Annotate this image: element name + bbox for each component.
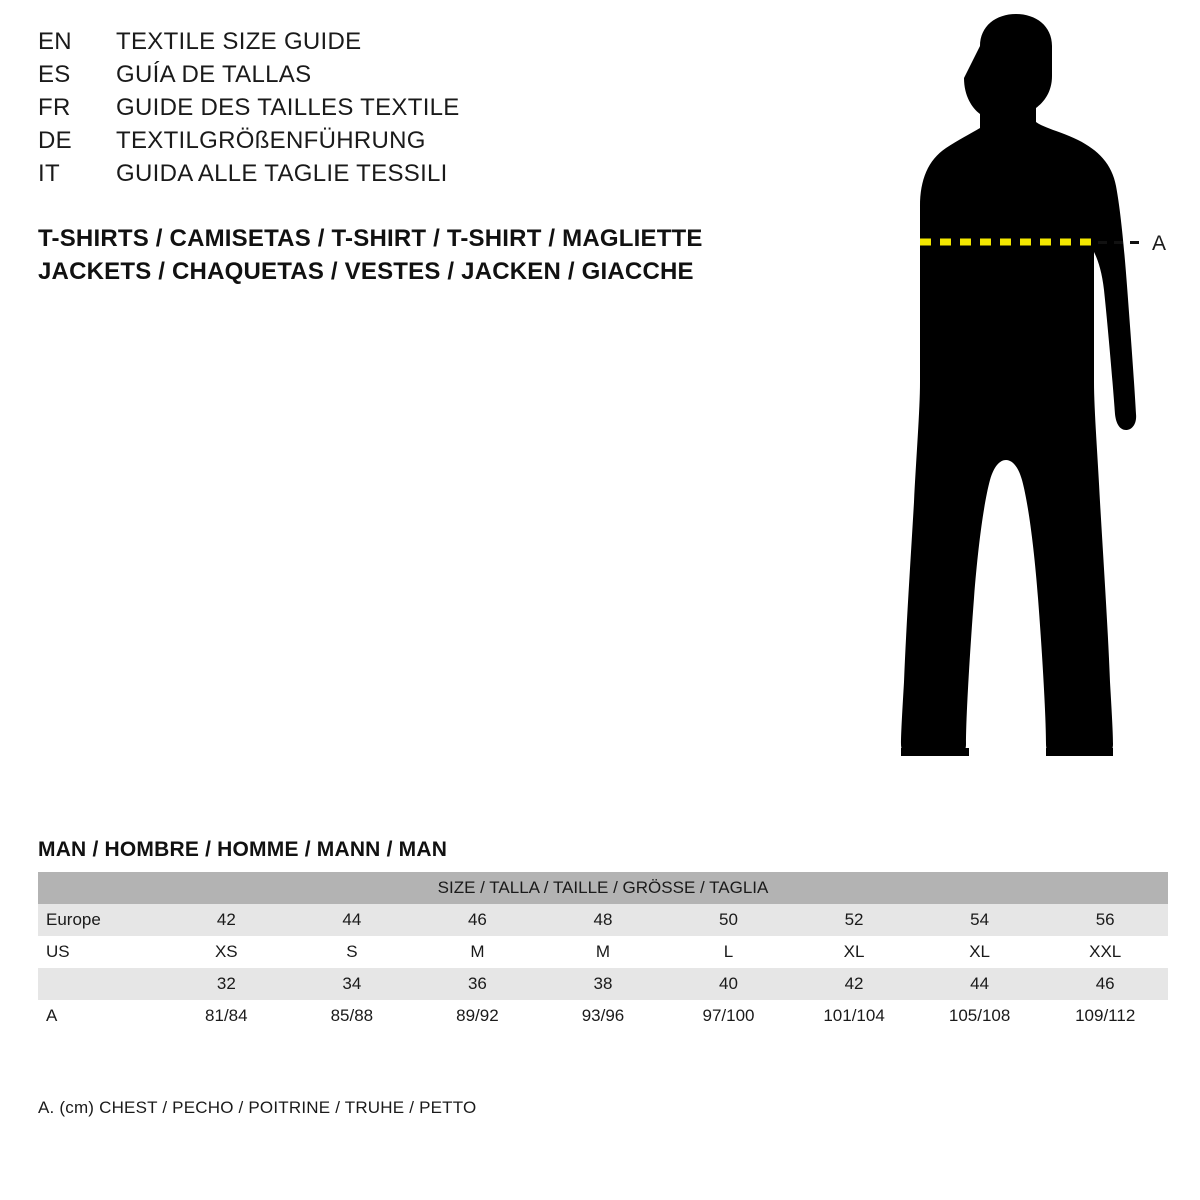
category-jackets: JACKETS / CHAQUETAS / VESTES / JACKEN / GIACCHE	[38, 258, 694, 285]
cell-us-7: XL	[917, 936, 1043, 968]
cell-num-6: 42	[791, 968, 917, 1000]
language-code-fr: FR	[38, 94, 71, 121]
size-table-section	[38, 838, 1168, 1032]
cell-num-3: 36	[415, 968, 541, 1000]
body-silhouette-icon	[830, 10, 1190, 800]
language-text-es: GUÍA DE TALLAS	[116, 61, 312, 88]
category-headings	[38, 222, 703, 288]
row-label-numeric	[38, 968, 164, 1000]
cell-a-4: 93/96	[540, 1000, 666, 1032]
cell-num-7: 44	[917, 968, 1043, 1000]
cell-a-7: 105/108	[917, 1000, 1043, 1032]
cell-us-4: M	[540, 936, 666, 968]
cell-europe-8: 56	[1042, 904, 1168, 936]
measure-leader-line	[1098, 241, 1144, 244]
cell-europe-6: 52	[791, 904, 917, 936]
cell-europe-4: 48	[540, 904, 666, 936]
cell-num-4: 38	[540, 968, 666, 1000]
language-list	[38, 28, 758, 193]
cell-a-6: 101/104	[791, 1000, 917, 1032]
language-code-it: IT	[38, 160, 60, 187]
language-code-es: ES	[38, 61, 71, 88]
cell-a-2: 85/88	[289, 1000, 415, 1032]
cell-europe-5: 50	[666, 904, 792, 936]
cell-a-8: 109/112	[1042, 1000, 1168, 1032]
language-text-fr: GUIDE DES TAILLES TEXTILE	[116, 94, 460, 121]
cell-europe-2: 44	[289, 904, 415, 936]
size-table	[38, 872, 1168, 1032]
language-code-en: EN	[38, 28, 72, 55]
body-figure	[830, 10, 1190, 800]
cell-us-6: XL	[791, 936, 917, 968]
table-header-label: SIZE / TALLA / TAILLE / GRÖSSE / TAGLIA	[38, 872, 1168, 904]
cell-num-2: 34	[289, 968, 415, 1000]
cell-us-1: XS	[164, 936, 290, 968]
language-row-fr	[38, 94, 758, 127]
table-row	[38, 904, 1168, 936]
language-text-it: GUIDA ALLE TAGLIE TESSILI	[116, 160, 448, 187]
cell-num-1: 32	[164, 968, 290, 1000]
cell-us-2: S	[289, 936, 415, 968]
language-row-es	[38, 61, 758, 94]
language-row-en	[38, 28, 758, 61]
cell-a-1: 81/84	[164, 1000, 290, 1032]
cell-europe-1: 42	[164, 904, 290, 936]
cell-europe-3: 46	[415, 904, 541, 936]
cell-a-5: 97/100	[666, 1000, 792, 1032]
table-header-row	[38, 872, 1168, 904]
table-footnote: A. (cm) CHEST / PECHO / POITRINE / TRUHE / PETTO	[38, 1098, 477, 1117]
cell-europe-7: 54	[917, 904, 1043, 936]
row-label-us: US	[38, 936, 164, 968]
row-label-a: A	[38, 1000, 164, 1032]
cell-us-3: M	[415, 936, 541, 968]
language-text-de: TEXTILGRÖßENFÜHRUNG	[116, 127, 426, 154]
table-row	[38, 1000, 1168, 1032]
cell-us-8: XXL	[1042, 936, 1168, 968]
language-row-de	[38, 127, 758, 160]
language-row-it	[38, 160, 758, 193]
language-text-en: TEXTILE SIZE GUIDE	[116, 28, 362, 55]
language-code-de: DE	[38, 127, 72, 154]
cell-us-5: L	[666, 936, 792, 968]
table-group-title: MAN / HOMBRE / HOMME / MANN / MAN	[38, 838, 448, 861]
cell-num-5: 40	[666, 968, 792, 1000]
row-label-europe: Europe	[38, 904, 164, 936]
category-tshirts: T-SHIRTS / CAMISETAS / T-SHIRT / T-SHIRT / MAGLIETTE	[38, 225, 703, 252]
table-row	[38, 936, 1168, 968]
table-row	[38, 968, 1168, 1000]
measure-label-a: A	[1152, 232, 1167, 255]
cell-num-8: 46	[1042, 968, 1168, 1000]
cell-a-3: 89/92	[415, 1000, 541, 1032]
